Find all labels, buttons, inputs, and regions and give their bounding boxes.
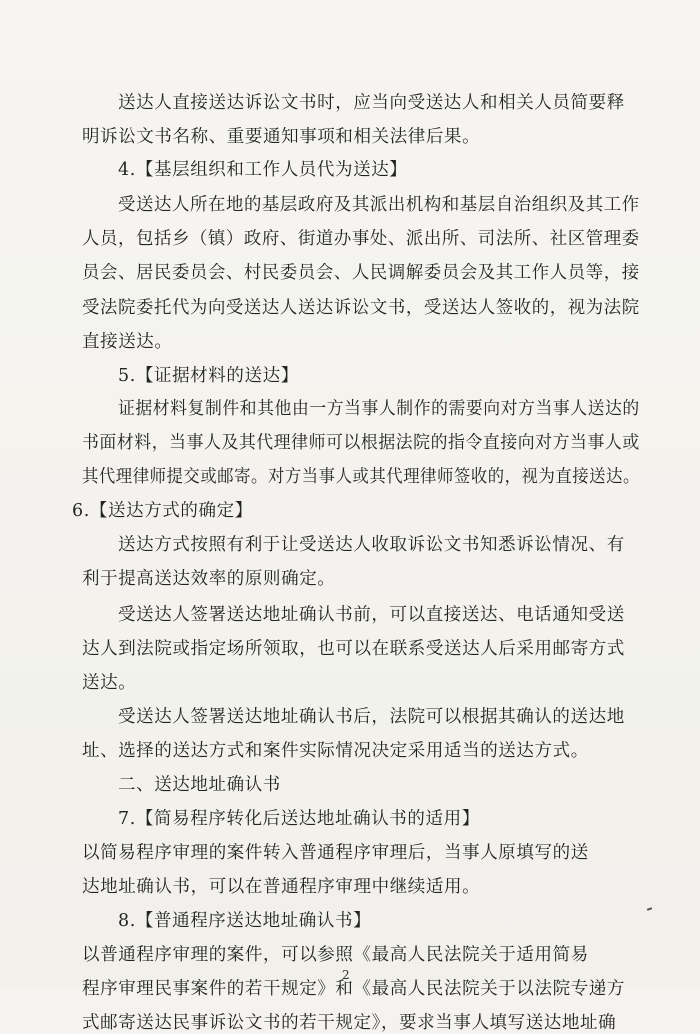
paragraph-line: 以简易程序审理的案件转入普通程序审理后，当事人原填写的送	[82, 843, 589, 863]
paragraph-line: 明诉讼文书名称、重要通知事项和相关法律后果。	[82, 127, 481, 147]
paragraph-line: 受送达人签署送达地址确认书前，可以直接送达、电话通知受送	[118, 605, 625, 625]
paragraph-line: 达人到法院或指定场所领取，也可以在联系受送达人后采用邮寄方式	[82, 639, 625, 659]
section-heading: 4.【基层组织和工作人员代为送达】	[118, 160, 408, 180]
section-heading: 8.【普通程序送达地址确认书】	[118, 911, 372, 931]
paragraph-line: 受法院委托代为向受送达人送达诉讼文书，受送达人签收的，视为法院	[82, 298, 640, 318]
section-heading: 5.【证据材料的送达】	[118, 366, 299, 386]
paragraph-line: 送达人直接送达诉讼文书时，应当向受送达人和相关人员简要释	[118, 93, 625, 113]
paragraph-line: 式邮寄送达民事诉讼文书的若干规定》，要求当事人填写送达地址确	[82, 1013, 617, 1033]
section-heading: 6.【送达方式的确定】	[72, 501, 253, 521]
paragraph-line: 员会、居民委员会、村民委员会、人民调解委员会及其工作人员等，接	[82, 263, 640, 283]
paragraph-line: 受送达人签署送达地址确认书后，法院可以根据其确认的送达地	[118, 707, 625, 727]
paragraph-line: 证据材料复制件和其他由一方当事人制作的需要向对方当事人送达的	[118, 399, 640, 419]
paragraph-line: 址、选择的送达方式和案件实际情况决定采用适当的送达方式。	[82, 741, 589, 761]
paragraph-line: 直接送达。	[82, 332, 173, 352]
paragraph-line: 程序审理民事案件的若干规定》和《最高人民法院关于以法院专递方	[82, 979, 625, 999]
paragraph-line: 送达方式按照有利于让受送达人收取诉讼文书知悉诉讼情况、有	[118, 535, 625, 555]
page-number: 2	[342, 968, 350, 982]
scan-artifact	[647, 907, 652, 911]
paragraph-line: 送达。	[82, 673, 137, 693]
paragraph-line: 其代理律师提交或邮寄。对方当事人或其代理律师签收的，视为直接送达。	[82, 467, 640, 487]
chapter-heading: 二、送达地址确认书	[118, 775, 281, 795]
paragraph-line: 书面材料，当事人及其代理律师可以根据法院的指令直接向对方当事人或	[82, 433, 640, 453]
paragraph-line: 达地址确认书，可以在普通程序审理中继续适用。	[82, 877, 481, 897]
paragraph-line: 利于提高送达效率的原则确定。	[82, 569, 336, 589]
section-heading: 7.【简易程序转化后送达地址确认书的适用】	[118, 809, 480, 829]
paragraph-line: 人员，包括乡（镇）政府、街道办事处、派出所、司法所、社区管理委	[82, 229, 640, 249]
paragraph-line: 以普通程序审理的案件，可以参照《最高人民法院关于适用简易	[82, 945, 589, 965]
paragraph-line: 受送达人所在地的基层政府及其派出机构和基层自治组织及其工作	[118, 195, 640, 215]
